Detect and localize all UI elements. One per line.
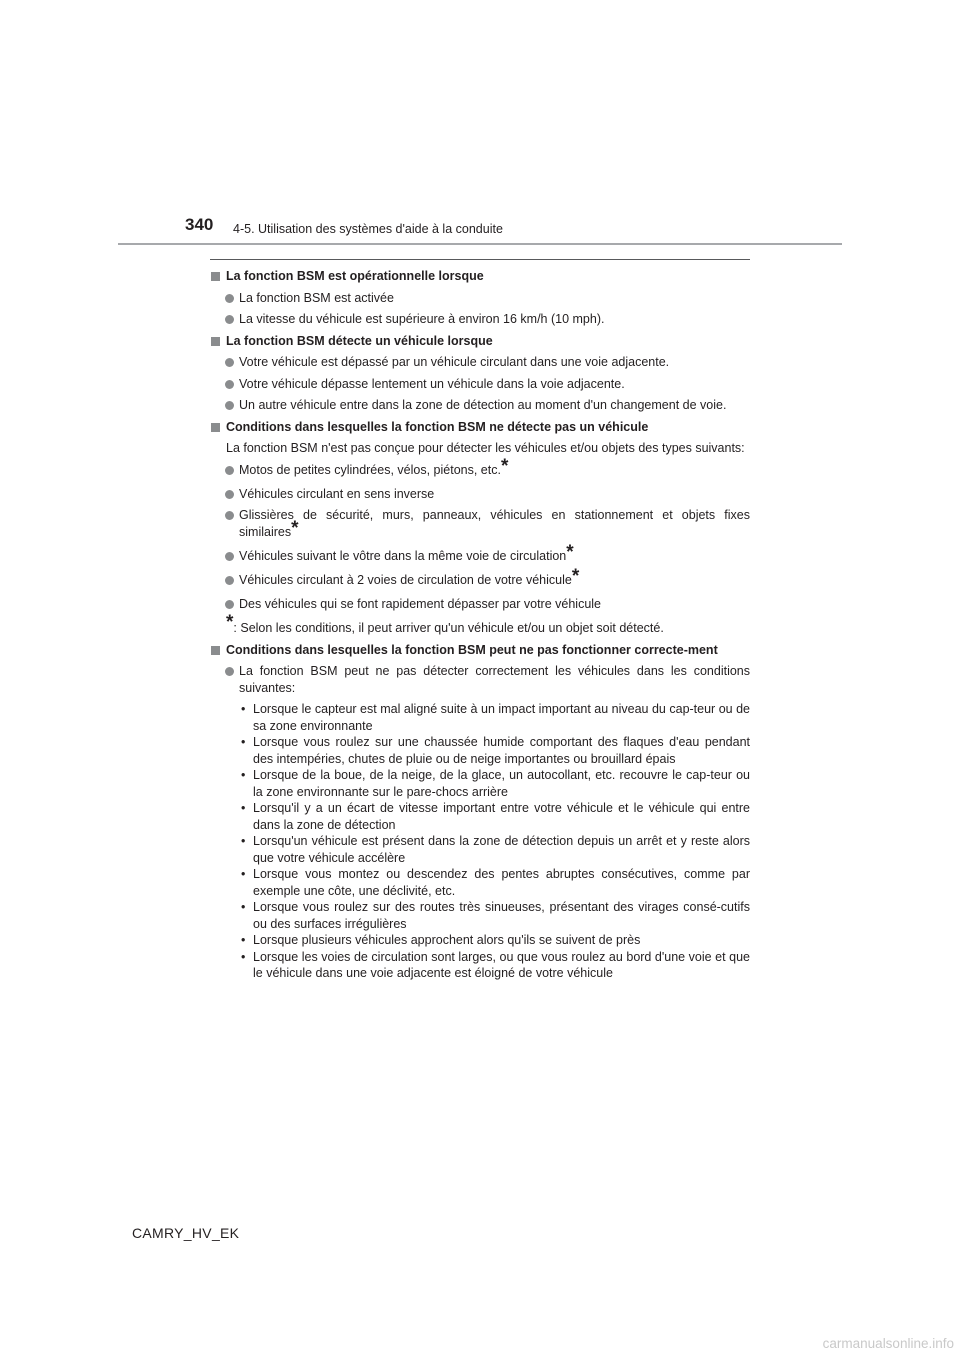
list-item: Des véhicules qui se font rapidement dépasser par votre véhicule (210, 596, 750, 613)
chapter-section-title: 4-5. Utilisation des systèmes d'aide à la conduite (233, 222, 503, 236)
small-bullet-icon: • (241, 834, 246, 848)
list-item: La fonction BSM peut ne pas détecter correctement les véhicules dans les conditions suivantes: (210, 663, 750, 696)
sublist-item: • Lorsque le capteur est mal aligné suite à un impact important au niveau du cap-teur ou de sa zone environnante (241, 702, 750, 733)
round-bullet-icon (225, 358, 234, 367)
small-bullet-icon: • (241, 702, 246, 716)
small-bullet-icon: • (241, 933, 246, 947)
sublist-item: • Lorsque vous montez ou descendez des pentes abruptes consécutives, comme par exemple une côte, une déclivité, etc. (241, 867, 750, 898)
round-bullet-icon (225, 552, 234, 561)
sublist-item: • Lorsqu'un véhicule est présent dans la zone de détection depuis un arrêt et y reste alors que votre véhicule accélère (241, 834, 750, 865)
content-divider (210, 259, 750, 260)
small-bullet-icon: • (241, 949, 246, 964)
round-bullet-icon (225, 667, 234, 676)
small-bullet-icon: • (241, 801, 246, 815)
round-bullet-icon (225, 380, 234, 389)
header-divider (118, 243, 842, 245)
list-item: Motos de petites cylindrées, vélos, piétons, etc.* (210, 462, 750, 481)
round-bullet-icon (225, 294, 234, 303)
section-intro: La fonction BSM n'est pas conçue pour détecter les véhicules et/ou objets des types suivants: (226, 441, 745, 455)
list-item: Votre véhicule est dépassé par un véhicule circulant dans une voie adjacente. (210, 354, 750, 371)
sublist-item: • Lorsque les voies de circulation sont larges, ou que vous roulez au bord d'une voie et que le véhicule dans une voie adjacente est éloigné de votre véhicule (241, 949, 750, 980)
page-number: 340 (185, 215, 214, 234)
model-code: CAMRY_HV_EK (132, 1225, 240, 1241)
round-bullet-icon (225, 511, 234, 520)
round-bullet-icon (225, 466, 234, 475)
footnote-asterisk: * (226, 612, 234, 633)
list-item: Véhicules suivant le vôtre dans la même voie de circulation* (210, 548, 750, 567)
list-item: Glissières de sécurité, murs, panneaux, véhicules en stationnement et objets fixes similaires* (210, 507, 750, 543)
square-bullet-icon (211, 423, 220, 432)
sublist-item: • Lorsque vous roulez sur des routes très sinueuses, présentant des virages consé-cutifs ou des surfaces irrégulières (241, 900, 750, 931)
section-heading: Conditions dans lesquelles la fonction BSM ne détecte pas un véhicule (210, 419, 750, 436)
footnote: *: Selon les conditions, il peut arriver qu'un véhicule et/ou un objet soit détecté. (226, 612, 664, 635)
round-bullet-icon (225, 600, 234, 609)
asterisk-mark: * (566, 541, 574, 563)
list-item: Un autre véhicule entre dans la zone de détection au moment d'un changement de voie. (210, 397, 750, 414)
square-bullet-icon (211, 646, 220, 655)
list-item: Véhicules circulant à 2 voies de circulation de votre véhicule* (210, 572, 750, 591)
small-bullet-icon: • (241, 900, 246, 914)
square-bullet-icon (211, 272, 220, 281)
small-bullet-icon: • (241, 735, 246, 749)
watermark: carmanualsonline.info (822, 1336, 954, 1351)
asterisk-mark: * (291, 517, 299, 539)
round-bullet-icon (225, 401, 234, 410)
sublist-item: • Lorsque plusieurs véhicules approchent alors qu'ils se suivent de près (241, 933, 641, 947)
round-bullet-icon (225, 315, 234, 324)
sublist-item: • Lorsque vous roulez sur une chaussée humide comportant des flaques d'eau pendant des intempéries, chutes de pluie ou de neige importantes ou brouillard épais (241, 735, 750, 766)
condition-sublist (210, 701, 750, 982)
small-bullet-icon: • (241, 867, 246, 881)
asterisk-mark: * (500, 455, 509, 477)
page-content (210, 268, 750, 982)
round-bullet-icon (225, 576, 234, 585)
sublist-item: • Lorsque de la boue, de la neige, de la glace, un autocollant, etc. recouvre le cap-teur ou la zone environnante sur le pare-chocs arrière (241, 768, 750, 799)
section-heading: Conditions dans lesquelles la fonction BSM peut ne pas fonctionner correcte-ment (210, 642, 750, 659)
square-bullet-icon (211, 337, 220, 346)
list-item: Votre véhicule dépasse lentement un véhicule dans la voie adjacente. (210, 376, 750, 393)
asterisk-mark: * (571, 565, 580, 587)
list-item: La fonction BSM est activée (210, 290, 750, 307)
round-bullet-icon (225, 490, 234, 499)
sublist-item: • Lorsqu'il y a un écart de vitesse important entre votre véhicule et le véhicule qui entre dans la zone de détection (241, 801, 750, 832)
section-heading: La fonction BSM détecte un véhicule lorsque (210, 333, 750, 350)
list-item: La vitesse du véhicule est supérieure à environ 16 km/h (10 mph). (210, 311, 750, 328)
list-item: Véhicules circulant en sens inverse (210, 486, 750, 503)
small-bullet-icon: • (241, 768, 246, 782)
section-heading: La fonction BSM est opérationnelle lorsque (210, 268, 750, 285)
